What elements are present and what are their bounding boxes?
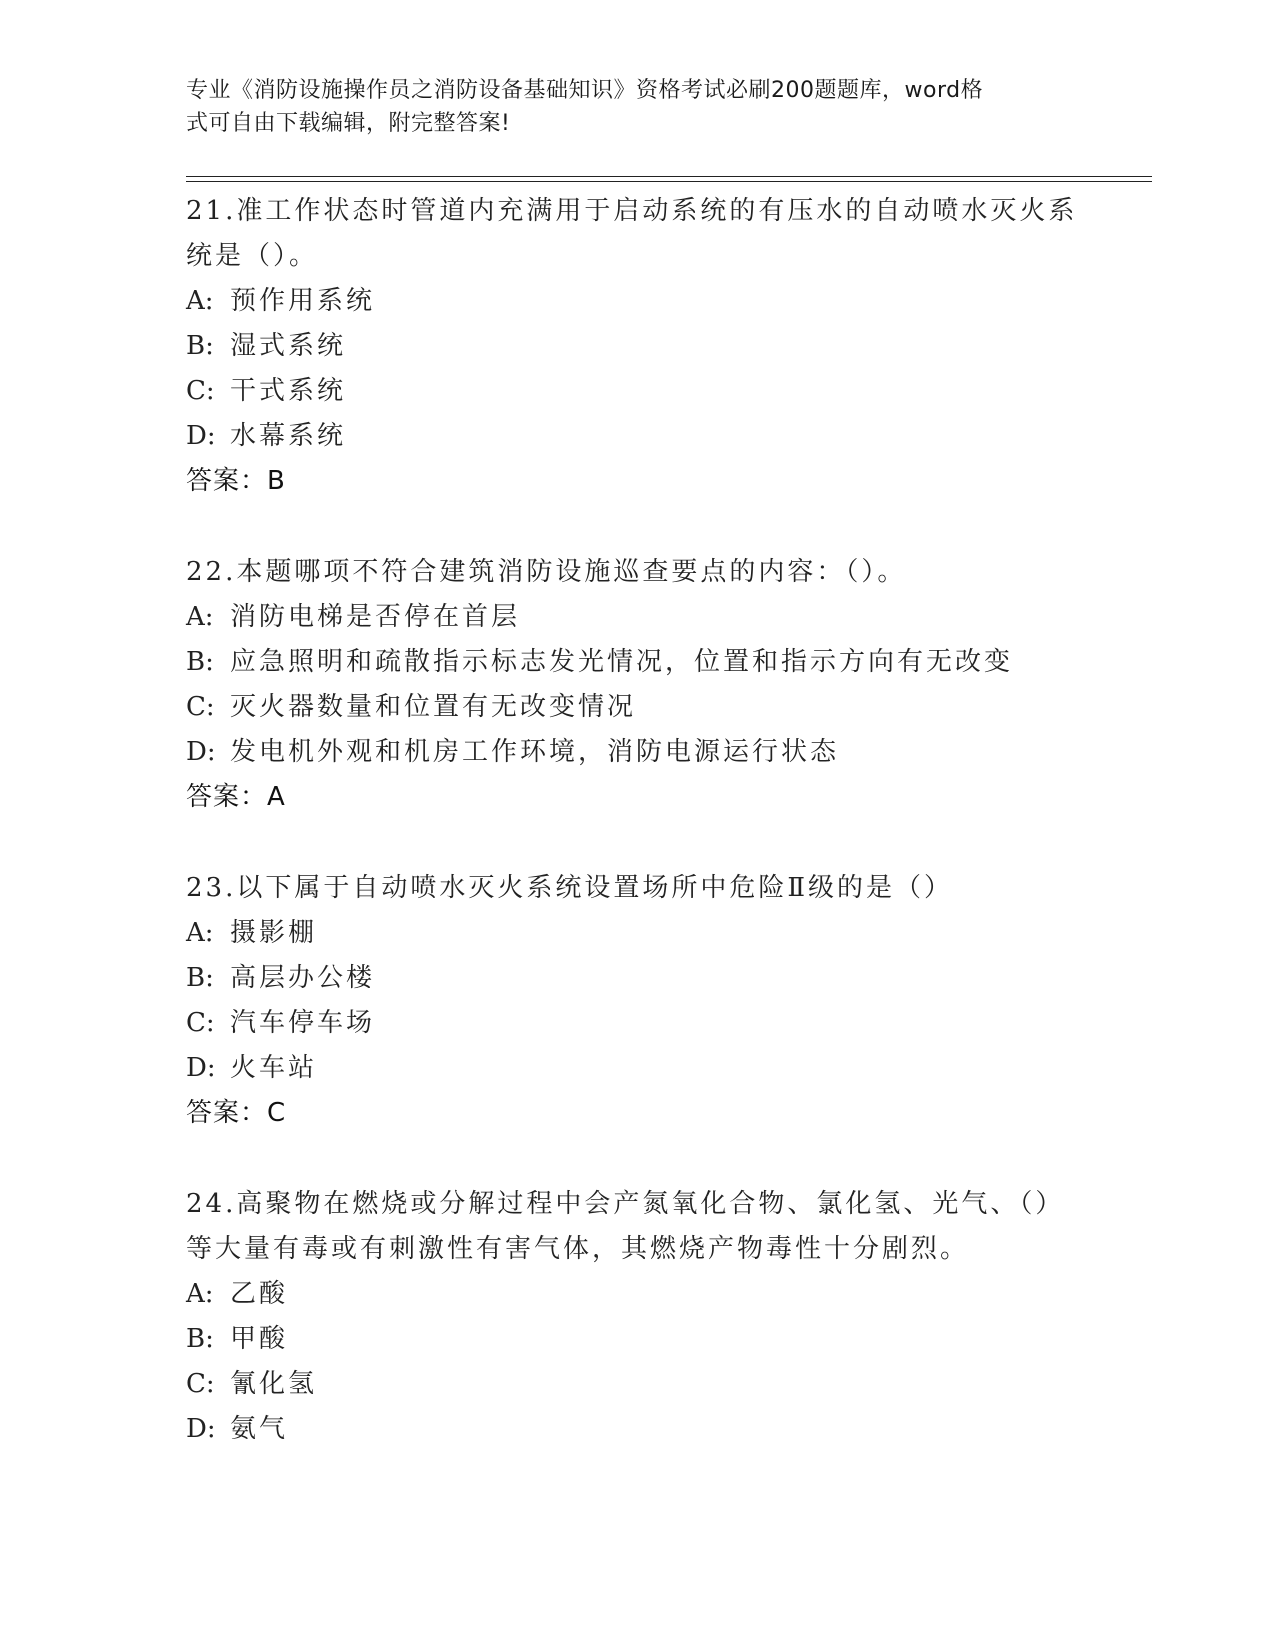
- option-key: B:: [186, 331, 214, 361]
- option-key: B:: [186, 963, 214, 993]
- option-key: D:: [186, 1414, 216, 1444]
- document-header: [186, 74, 1066, 140]
- option-key: D:: [186, 1053, 216, 1083]
- option-d: [186, 414, 1086, 459]
- option-text: 发电机外观和机房工作环境，消防电源运行状态: [230, 737, 840, 767]
- option-text: 汽车停车场: [230, 1008, 376, 1038]
- option-key: C:: [186, 1369, 215, 1399]
- option-b: [186, 956, 1086, 1001]
- option-d: [186, 730, 1086, 775]
- answer-line: 答案：B: [186, 466, 286, 496]
- option-d: [186, 1407, 1086, 1452]
- option-text: 灭火器数量和位置有无改变情况: [230, 692, 637, 722]
- option-key: D:: [186, 421, 216, 451]
- option-text: 火车站: [230, 1053, 318, 1083]
- option-a: [186, 279, 1086, 324]
- question-stem-line: 等大量有毒或有刺激性有害气体，其燃烧产物毒性十分剧烈。: [186, 1234, 970, 1264]
- option-key: C:: [186, 1008, 215, 1038]
- option-c: [186, 1362, 1086, 1407]
- option-key: A:: [186, 1279, 214, 1309]
- option-text: 湿式系统: [230, 331, 347, 361]
- option-a: [186, 1272, 1086, 1317]
- option-text: 高层办公楼: [230, 963, 376, 993]
- option-key: A:: [186, 286, 214, 316]
- option-text: 干式系统: [230, 376, 347, 406]
- option-text: 应急照明和疏散指示标志发光情况，位置和指示方向有无改变: [230, 647, 1014, 677]
- question-21: [186, 189, 1086, 504]
- question-22: [186, 550, 1086, 820]
- option-b: [186, 640, 1086, 685]
- option-key: A:: [186, 602, 214, 632]
- option-text: 摄影棚: [230, 918, 318, 948]
- option-key: C:: [186, 692, 215, 722]
- option-text: 预作用系统: [230, 286, 376, 316]
- option-a: [186, 911, 1086, 956]
- option-d: [186, 1046, 1086, 1091]
- question-stem-line: 24.高聚物在燃烧或分解过程中会产氮氧化合物、氯化氢、光气、（）: [186, 1189, 1065, 1219]
- header-line-2: 式可自由下载编辑，附完整答案!: [186, 111, 511, 136]
- option-text: 氨气: [230, 1414, 289, 1444]
- option-key: D:: [186, 737, 216, 767]
- question-stem-line: 22.本题哪项不符合建筑消防设施巡查要点的内容：（）。: [186, 557, 907, 587]
- question-stem-line: 21.准工作状态时管道内充满用于启动系统的有压水的自动喷水灭火系: [186, 196, 1078, 226]
- option-a: [186, 595, 1086, 640]
- header-divider-top: [186, 176, 1152, 177]
- option-text: 乙酸: [230, 1279, 289, 1309]
- header-divider-bottom: [186, 181, 1152, 182]
- option-text: 甲酸: [230, 1324, 289, 1354]
- option-text: 水幕系统: [230, 421, 347, 451]
- question-stem-line: 统是（）。: [186, 241, 319, 271]
- option-text: 氰化氢: [230, 1369, 318, 1399]
- question-24: [186, 1182, 1086, 1452]
- answer-line: 答案：C: [186, 1098, 287, 1128]
- option-b: [186, 324, 1086, 369]
- question-23: [186, 866, 1086, 1136]
- option-text: 消防电梯是否停在首层: [230, 602, 521, 632]
- option-c: [186, 1001, 1086, 1046]
- option-c: [186, 685, 1086, 730]
- option-b: [186, 1317, 1086, 1362]
- answer-line: 答案：A: [186, 782, 286, 812]
- option-c: [186, 369, 1086, 414]
- question-stem-line: 23.以下属于自动喷水灭火系统设置场所中危险Ⅱ级的是（）: [186, 873, 954, 903]
- option-key: B:: [186, 1324, 214, 1354]
- header-line-1: 专业《消防设施操作员之消防设备基础知识》资格考试必刷200题题库，word格: [186, 78, 984, 103]
- question-list: [186, 189, 1086, 1452]
- option-key: A:: [186, 918, 214, 948]
- option-key: C:: [186, 376, 215, 406]
- option-key: B:: [186, 647, 214, 677]
